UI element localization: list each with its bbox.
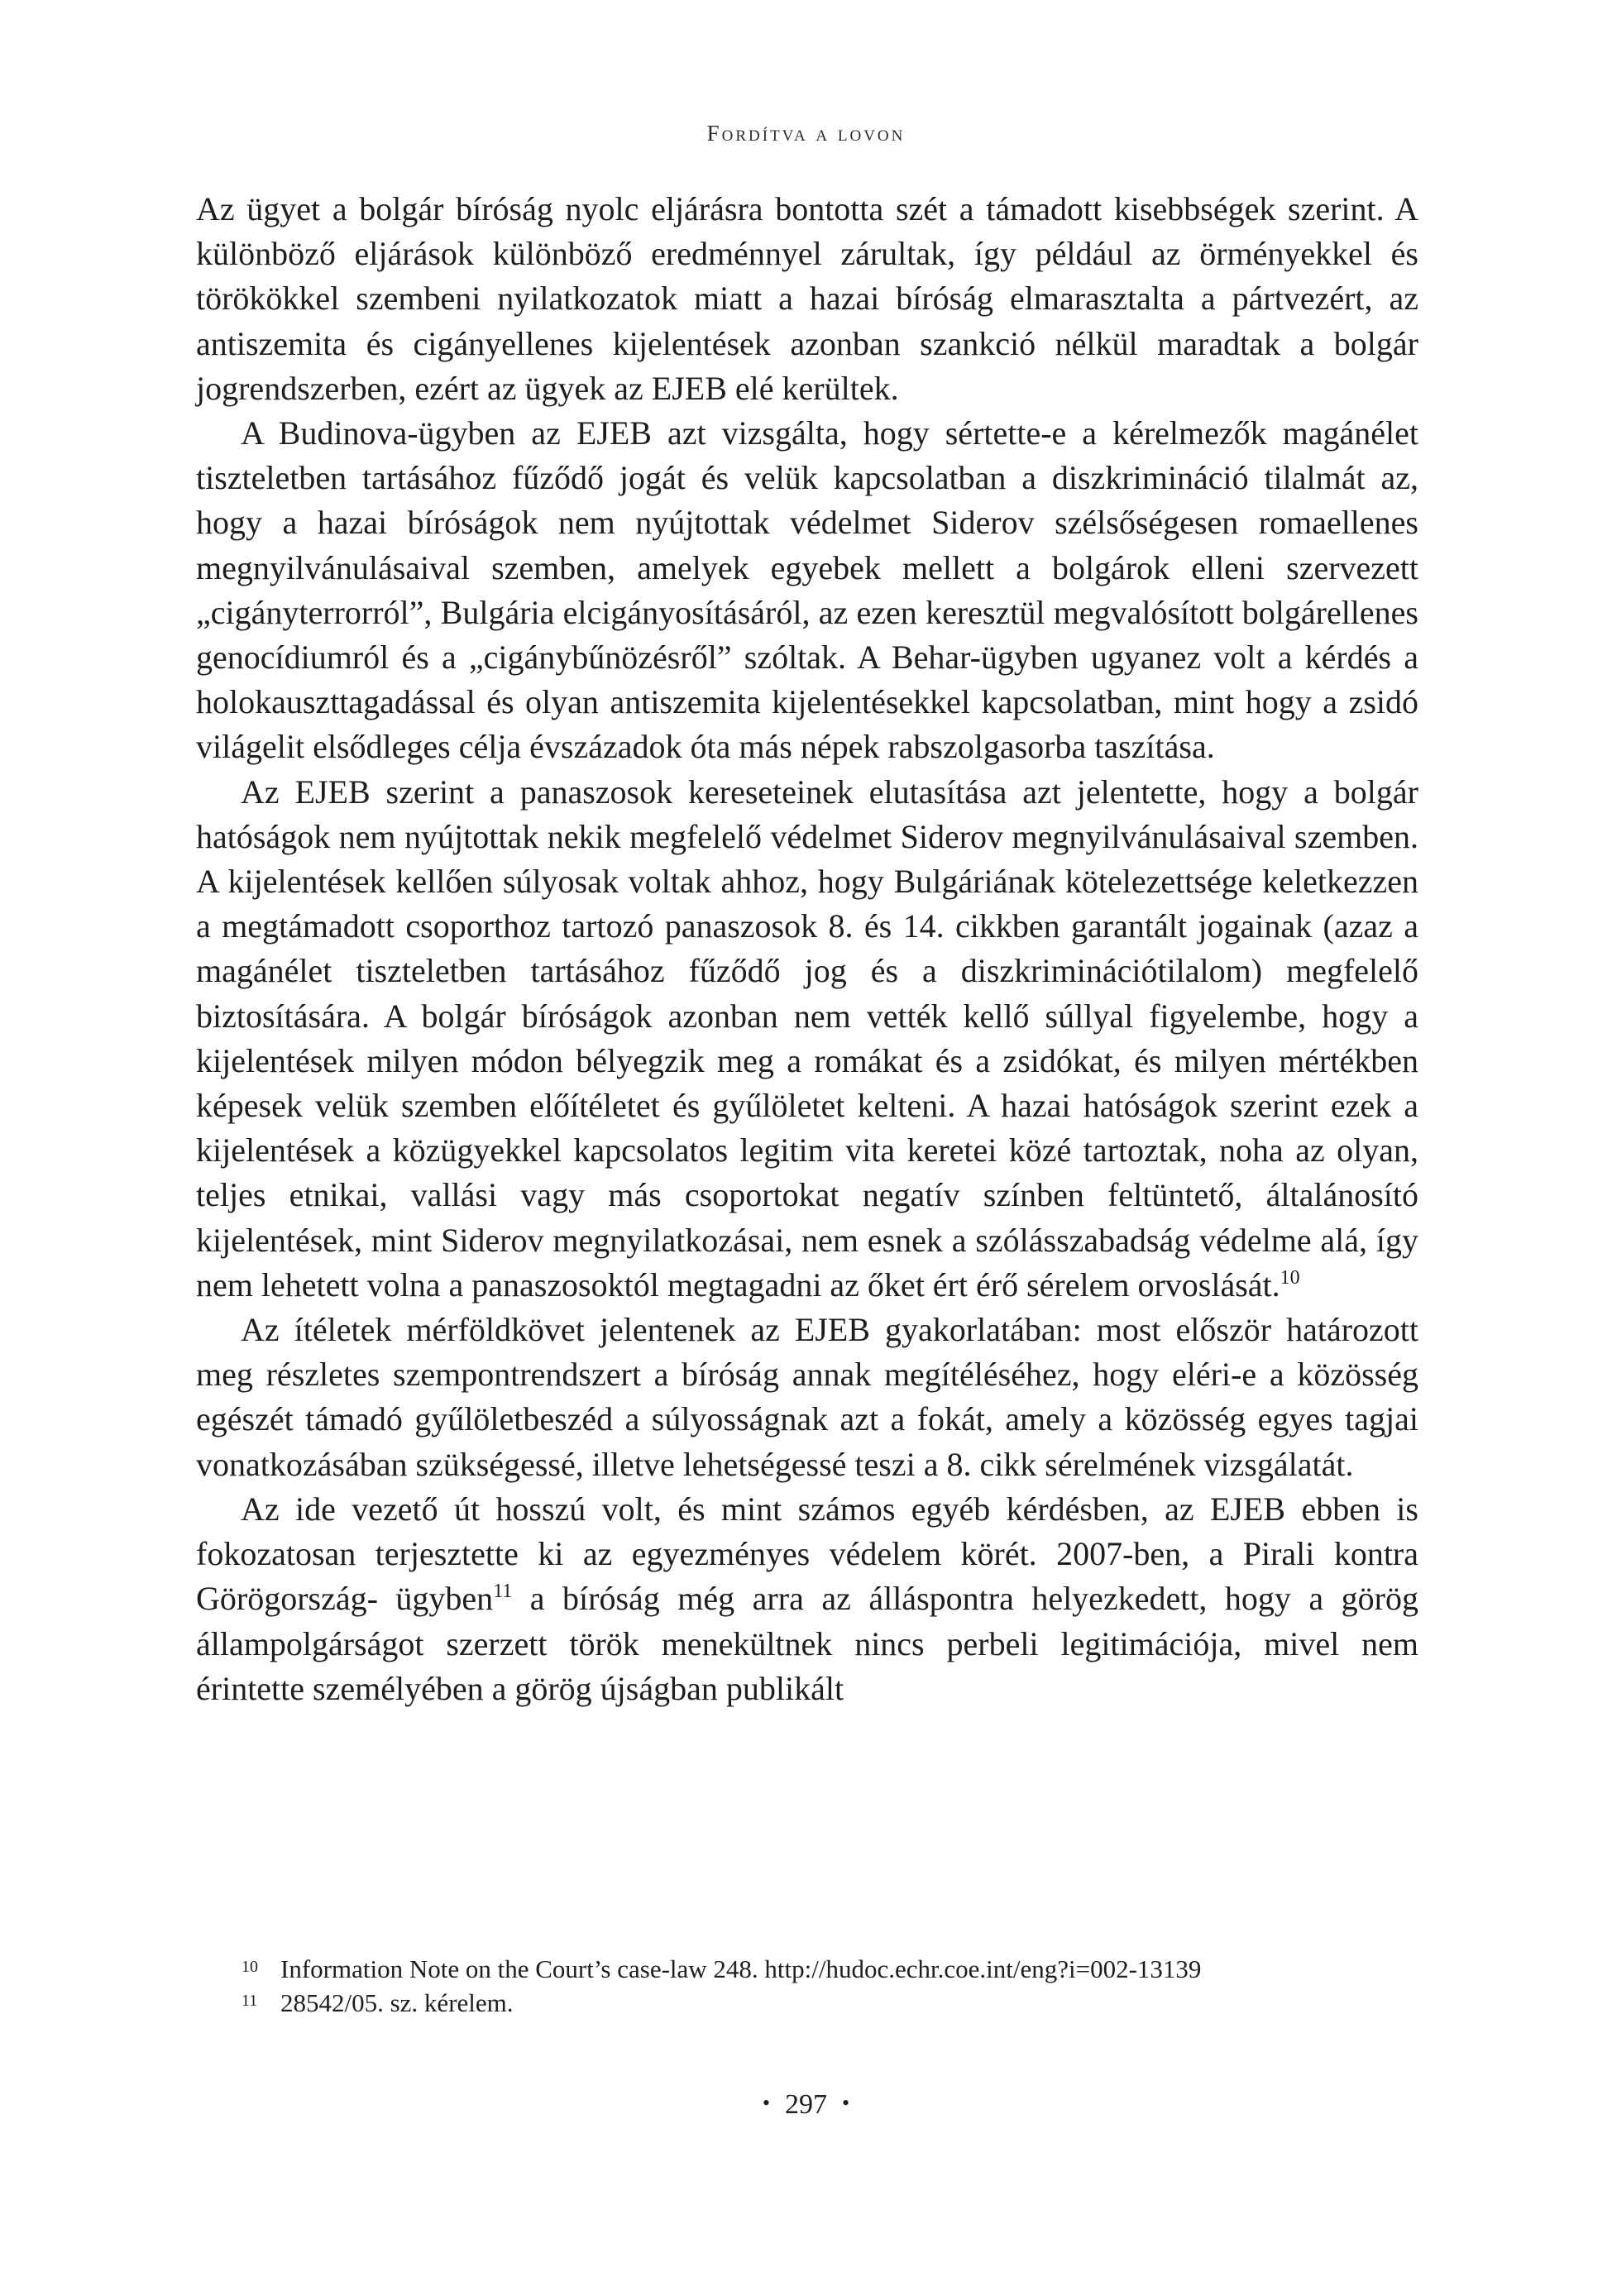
paragraph-3 [196,770,1418,1308]
footnote-number: 10 [242,1958,258,1976]
footnotes [196,1952,1418,2020]
footnote-11 [196,1986,1418,2020]
paragraph-5-text-b: a bíróság még arra az álláspontra helyezkedett, hogy a görög állampolgárságot szerzett török menekültnek nincs perbeli legitimációja, mivel nem érintette személyében a görög újságban publikált [196,1580,1418,1707]
page-footer [0,2089,1612,2121]
bullet-ornament-right: • [842,2091,850,2115]
paragraph-4: Az ítéletek mérföldkövet jelentenek az EJEB gyakorlatában: most először határozott meg részletes szempontrendszert a bíróság annak megítéléséhez, hogy eléri-e a közösség egészét támadó gyűlöletbeszéd a súlyosságnak azt a fokát, amely a közösség egyes tagjai vonatkozásában szükségessé, illetve lehetségessé teszi a 8. cikk sérelmének vizsgálatát. [196,1311,1418,1483]
running-header: Fordítva a lovon [706,121,906,146]
footnote-10 [196,1952,1418,1986]
footnote-number: 11 [242,1992,258,2010]
paragraph-5-text-a: Az ide vezető út hosszú volt, és mint számos egyéb kérdésben, az EJEB ebben is fokozatosan terjesztette ki az egyezményes védelem körét. 2007-ben, a Pirali kontra Görögország- ügyben [196,1490,1418,1618]
paragraph-5 [196,1487,1418,1711]
paragraph-3-text: Az EJEB szerint a panaszosok kereseteinek elutasítása azt jelentette, hogy a bolgár hatóságok nem nyújtottak nekik megfelelő védelmet Siderov megnyilvánulásaival szemben. A kijelentések kellően súlyosak voltak ahhoz, hogy Bulgáriának kötelezettsége keletkezzen a megtámadott csoporthoz tartozó panaszosok 8. és 14. cikkben garantált jogainak (azaz a magánélet tiszteletben tartásához fűződő jog és a diszkriminációtilalom) megfelelő biztosítására. A bolgár bíróságok azonban nem vették kellő súllyal figyelembe, hogy a kijelentések milyen módon bélyegzik meg a romákat és a zsidókat, és milyen mértékben képesek velük szemben előítéletet és gyűlöletet kelteni. A hazai hatóságok szerint ezek a kijelentések a közügyekkel kapcsolatos legitim vita keretei közé tartoztak, noha az olyan, teljes etnikai, vallási vagy más csoportokat negatív színben feltüntető, általánosító kijelentések, mint Siderov megnyilatkozásai, nem esnek a szólásszabadság védelme alá, így nem lehetett volna a panaszosoktól megtagadni az őket ért érő sérelem orvoslását. [196,773,1418,1303]
footnote-text: Information Note on the Court’s case-law 248. http://hudoc.echr.coe.int/eng?i=002-13139 [280,1954,1202,1983]
footnote-ref-11[interactable]: 11 [493,1581,513,1603]
paragraph-2: A Budinova-ügyben az EJEB azt vizsgálta, hogy sértette-e a kérelmezők magánélet tiszteletben tartásához fűződő jogát és velük kapcsolatban a diszkrimináció tilalmát az, hogy a hazai bíróságok nem nyújtottak védelmet Siderov szélsőségesen romaellenes megnyilvánulásaival szemben, amelyek egyebek mellett a bolgárok elleni szervezett „cigányterrorról”, Bulgária elcigányosításáról, az ezen keresztül megvalósított bolgárellenes genocídiumról és a „cigánybűnözésről” szóltak. A Behar-ügyben ugyanez volt a kérdés a holokauszttagadással és olyan antiszemita kijelentésekkel kapcsolatban, mint hogy a zsidó világelit elsődleges célja évszázadok óta más népek rabszolgasorba taszítása. [196,414,1418,766]
paragraph-1: Az ügyet a bolgár bíróság nyolc eljárásra bontotta szét a támadott kisebbségek szerint. A különböző eljárások különböző eredménnyel zárultak, így például az örményekkel és törökökkel szembeni nyilatkozatok miatt a hazai bíróság elmarasztalta a pártvezért, az antiszemita és cigányellenes kijelentések azonban szankció nélkül maradtak a bolgár jogrendszerben, ezért az ügyek az EJEB elé kerültek. [196,190,1418,407]
page-number: 297 [785,2089,827,2120]
footnote-text: 28542/05. sz. kérelem. [280,1988,514,2017]
footnote-ref-10[interactable]: 10 [1280,1266,1300,1289]
bullet-ornament-left: • [762,2091,770,2115]
body-text [196,187,1418,1711]
